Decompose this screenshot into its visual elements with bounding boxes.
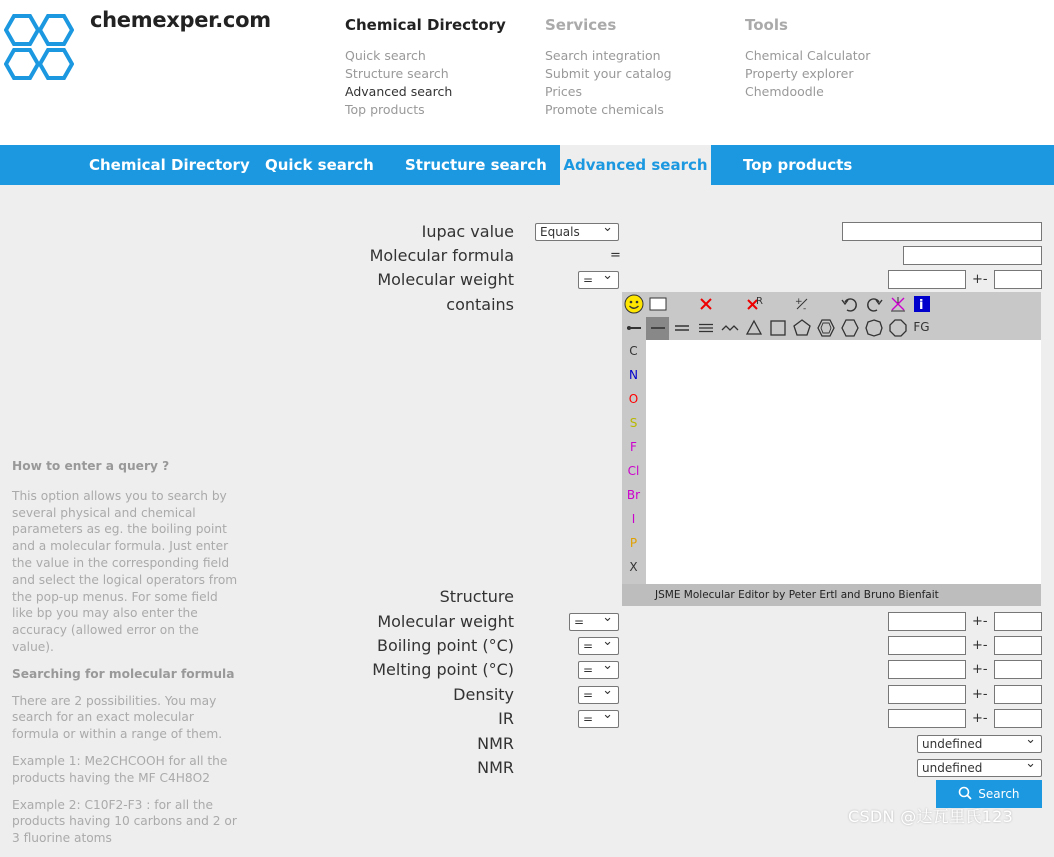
ring6-icon[interactable] <box>838 317 861 340</box>
single-bond-tool-icon[interactable] <box>622 317 645 340</box>
atom-i-button[interactable]: I <box>622 508 645 531</box>
melting-point-accuracy-input[interactable] <box>994 660 1042 679</box>
menu-link-promote-chemicals[interactable]: Promote chemicals <box>545 102 664 117</box>
svg-text:-: - <box>802 304 806 314</box>
redo-icon[interactable] <box>862 293 885 316</box>
help-title: How to enter a query ? <box>12 459 170 473</box>
melting-point-operator-select[interactable]: = ⌄ <box>578 661 619 679</box>
accuracy-label: +- <box>972 711 988 726</box>
structure-label: Structure <box>439 587 514 606</box>
ir-input[interactable] <box>888 709 966 728</box>
svg-text:i: i <box>918 298 923 313</box>
ring7-icon[interactable] <box>862 317 885 340</box>
menu-link-submit-catalog[interactable]: Submit your catalog <box>545 66 672 81</box>
menu-link-advanced-search[interactable]: Advanced search <box>345 84 453 99</box>
boiling-point-label: Boiling point (°C) <box>376 636 514 655</box>
new-document-icon[interactable] <box>646 293 669 316</box>
ring5-icon[interactable] <box>790 317 813 340</box>
molecular-formula-operator: = <box>610 248 621 263</box>
menu-chemical-directory <box>345 16 506 119</box>
accuracy-label: +- <box>972 638 988 653</box>
menu-heading[interactable]: Services <box>545 16 617 34</box>
search-button-label: Search <box>978 787 1020 801</box>
molecular-weight-operator-select[interactable]: = ⌄ <box>569 613 619 631</box>
density-label: Density <box>453 685 514 704</box>
undo-icon[interactable] <box>838 293 861 316</box>
contains-label: contains <box>446 295 514 314</box>
atom-c-button[interactable]: C <box>622 340 645 363</box>
nmr-select[interactable]: undefined ⌄ <box>917 759 1042 777</box>
functional-group-button[interactable]: FG <box>913 320 930 334</box>
menu-link-chemdoodle[interactable]: Chemdoodle <box>745 84 824 99</box>
boiling-point-input[interactable] <box>888 636 966 655</box>
double-bond-icon[interactable] <box>670 317 693 340</box>
iupac-operator-select[interactable]: Equals ⌄ <box>535 223 619 241</box>
atom-p-button[interactable]: P <box>622 532 645 555</box>
molecular-weight-label: Molecular weight <box>377 270 514 289</box>
nav-tab-top-products[interactable]: Top products <box>743 156 853 174</box>
svg-text:R: R <box>755 296 763 307</box>
delete-icon[interactable] <box>694 293 717 316</box>
nav-tab-advanced-search[interactable]: Advanced search <box>560 145 711 185</box>
menu-link-structure-search[interactable]: Structure search <box>345 66 449 81</box>
molecular-weight-label: Molecular weight <box>377 612 514 631</box>
nav-tab-quick-search[interactable]: Quick search <box>265 156 374 174</box>
mark-atom-icon[interactable] <box>886 293 909 316</box>
menu-link-search-integration[interactable]: Search integration <box>545 48 661 63</box>
menu-link-prices[interactable]: Prices <box>545 84 583 99</box>
ring8-icon[interactable] <box>886 317 909 340</box>
smiley-icon[interactable] <box>622 293 645 316</box>
help-text: Example 1: Me2CHCOOH for all the products having the MF C4H8O2 <box>12 753 228 785</box>
svg-text:+: + <box>794 297 803 307</box>
help-text: Example 2: C10F2-F3 : for all the products having 10 carbons and 2 or 3 fluorine atoms <box>12 797 237 846</box>
molecular-weight-input[interactable] <box>888 612 966 631</box>
molecular-weight-accuracy-input[interactable] <box>994 270 1042 289</box>
boiling-point-accuracy-input[interactable] <box>994 636 1042 655</box>
delete-r-group-icon[interactable] <box>742 293 765 316</box>
accuracy-label: +- <box>972 614 988 629</box>
ir-accuracy-input[interactable] <box>994 709 1042 728</box>
atom-br-button[interactable]: Br <box>622 484 645 507</box>
atom-x-button[interactable]: X <box>622 556 645 579</box>
melting-point-input[interactable] <box>888 660 966 679</box>
molecular-weight-operator-select[interactable]: = ⌄ <box>578 271 619 289</box>
boiling-point-operator-select[interactable]: = ⌄ <box>578 637 619 655</box>
nav-tab-chemical-directory[interactable]: Chemical Directory <box>89 156 250 174</box>
help-panel <box>12 458 242 857</box>
help-text: This option allows you to search by several physical and chemical parameters as eg. the boiling point and a molecular formula. Just enter the value in the corresponding field and select the logical operators from the pop-up menus. For some field like bp you may also enter the accuracy (allowed error on the value). <box>12 488 238 654</box>
menu-heading[interactable]: Tools <box>745 16 788 34</box>
jsme-editor <box>622 292 1041 606</box>
ring3-icon[interactable] <box>742 317 765 340</box>
atom-o-button[interactable]: O <box>622 388 645 411</box>
atom-s-button[interactable]: S <box>622 412 645 435</box>
main-nav <box>0 145 1054 185</box>
molecular-formula-label: Molecular formula <box>369 246 514 265</box>
ring4-icon[interactable] <box>766 317 789 340</box>
brand-name[interactable]: chemexper.com <box>90 8 271 32</box>
chain-icon[interactable] <box>718 317 741 340</box>
single-bond-icon[interactable] <box>646 317 669 340</box>
menu-heading[interactable]: Chemical Directory <box>345 16 506 34</box>
charge-icon[interactable] <box>790 293 813 316</box>
accuracy-label: +- <box>972 662 988 677</box>
watermark: CSDN @达瓦里氏123 <box>848 807 1014 826</box>
chemexper-logo-icon[interactable] <box>4 14 74 80</box>
accuracy-label: +- <box>972 272 988 287</box>
benzene-icon[interactable] <box>814 317 837 340</box>
iupac-label: Iupac value <box>421 222 514 241</box>
atom-n-button[interactable]: N <box>622 364 645 387</box>
menu-link-chemical-calculator[interactable]: Chemical Calculator <box>745 48 871 63</box>
help-text: There are 2 possibilities. You may search for an exact molecular formula or within a range of them. <box>12 693 223 742</box>
drawing-canvas[interactable] <box>646 340 1041 584</box>
density-input[interactable] <box>888 685 966 704</box>
atom-f-button[interactable]: F <box>622 436 645 459</box>
ir-operator-select[interactable]: = ⌄ <box>578 710 619 728</box>
ir-label: IR <box>498 709 514 728</box>
density-operator-select[interactable]: = ⌄ <box>578 686 619 704</box>
density-accuracy-input[interactable] <box>994 685 1042 704</box>
menu-services <box>545 16 672 119</box>
menu-link-top-products[interactable]: Top products <box>345 102 425 117</box>
accuracy-label: +- <box>972 687 988 702</box>
menu-link-quick-search[interactable]: Quick search <box>345 48 426 63</box>
molecular-weight-accuracy-input[interactable] <box>994 612 1042 631</box>
jsme-footer: JSME Molecular Editor by Peter Ertl and Bruno Bienfait <box>622 584 1041 606</box>
nmr-label: NMR <box>477 758 514 777</box>
molecular-formula-input[interactable] <box>903 246 1042 265</box>
triple-bond-icon[interactable] <box>694 317 717 340</box>
molecular-weight-input[interactable] <box>888 270 966 289</box>
melting-point-label: Melting point (°C) <box>372 660 514 679</box>
nmr-select[interactable]: undefined ⌄ <box>917 735 1042 753</box>
help-title: Searching for molecular formula <box>12 666 235 681</box>
site-header <box>0 0 1054 145</box>
nmr-label: NMR <box>477 734 514 753</box>
info-icon[interactable] <box>910 293 933 316</box>
search-icon <box>958 786 974 800</box>
menu-link-property-explorer[interactable]: Property explorer <box>745 66 854 81</box>
menu-tools <box>745 16 870 101</box>
iupac-value-input[interactable] <box>842 222 1042 241</box>
nav-tab-structure-search[interactable]: Structure search <box>405 156 547 174</box>
atom-cl-button[interactable]: Cl <box>622 460 645 483</box>
